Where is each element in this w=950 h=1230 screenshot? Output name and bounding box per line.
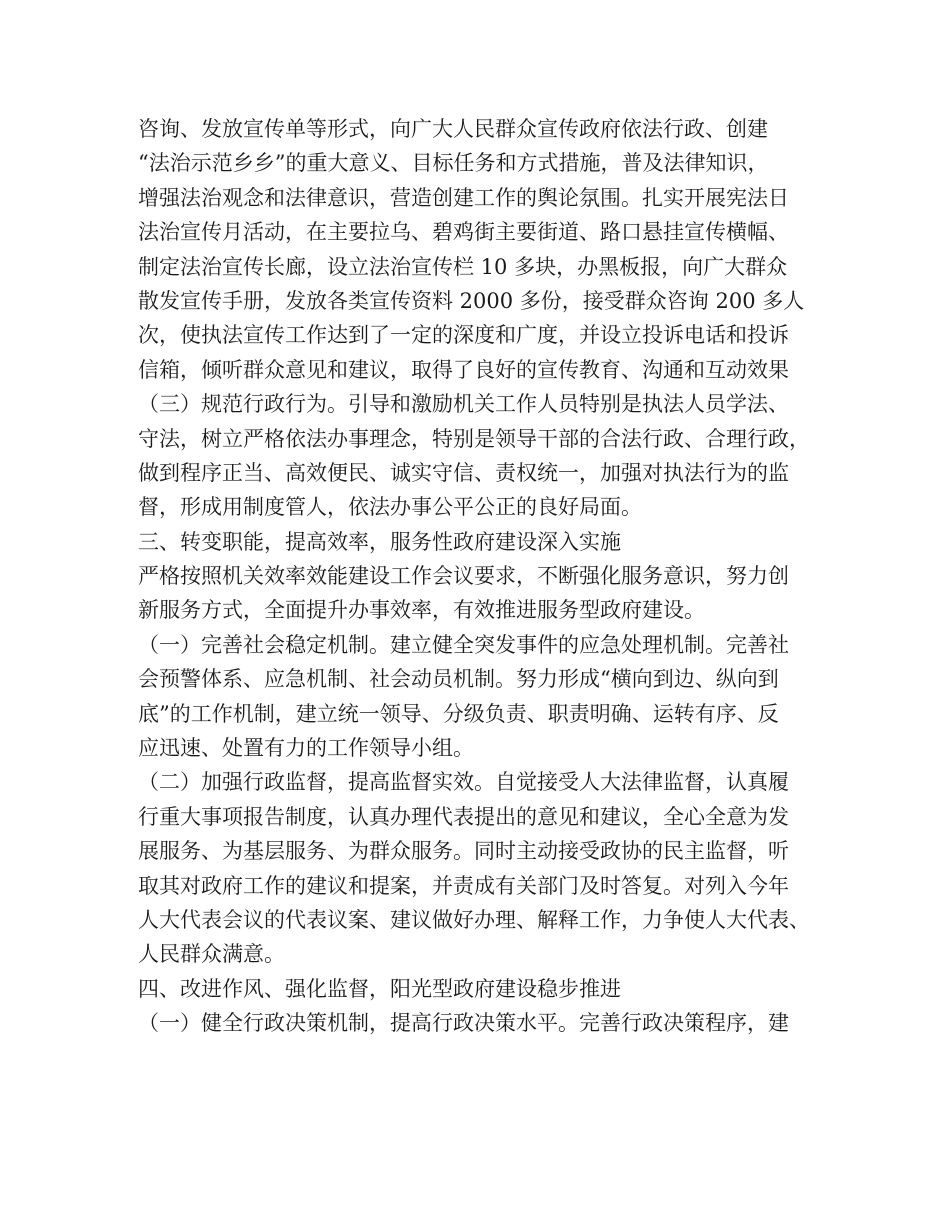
text-line: 次，使执法宣传工作达到了一定的深度和广度，并设立投诉电话和投诉 <box>138 323 789 348</box>
section-heading-1: （一）完善社会稳定机制。建立健全突发事件的应急处理机制。完善社 <box>138 632 789 657</box>
text-line: 人大代表会议的代表议案、建议做好办理、解释工作，力争使人大代表、 <box>138 907 810 932</box>
text-line: 督，形成用制度管人，依法办事公平公正的良好局面。 <box>138 495 642 520</box>
text-line: 取其对政府工作的建议和提案，并责成有关部门及时答复。对列入今年 <box>138 873 789 898</box>
text-line: 增强法治观念和法律意识，营造创建工作的舆论氛围。扎实开展宪法日 <box>138 185 789 210</box>
text-line: 人民群众满意。 <box>138 942 285 967</box>
text-line: 法治宣传月活动，在主要拉乌、碧鸡街主要街道、路口悬挂宣传横幅、 <box>138 220 789 245</box>
text-line: 展服务、为基层服务、为群众服务。同时主动接受政协的民主监督，听 <box>138 839 789 864</box>
chapter-heading: 四、改进作风、强化监督，阳光型政府建设稳步推进 <box>138 976 621 1001</box>
text-line: 行重大事项报告制度，认真办理代表提出的意见和建议，全心全意为发 <box>138 804 789 829</box>
section-heading-2: （二）加强行政监督，提高监督实效。自觉接受人大法律监督，认真履 <box>138 770 789 795</box>
body-text <box>138 112 828 1041</box>
text-line: 做到程序正当、高效便民、诚实守信、责权统一，加强对执法行为的监 <box>138 460 789 485</box>
text-line: 守法，树立严格依法办事理念，特别是领导干部的合法行政、合理行政， <box>138 426 810 451</box>
section-heading-1: （一）健全行政决策机制，提高行政决策水平。完善行政决策程序，建 <box>138 1011 789 1036</box>
chapter-heading: 三、转变职能，提高效率，服务性政府建设深入实施 <box>138 529 621 554</box>
text-line: 严格按照机关效率效能建设工作会议要求，不断强化服务意识，努力创 <box>138 564 789 589</box>
text-line: 新服务方式，全面提升办事效率，有效推进服务型政府建设。 <box>138 598 705 623</box>
section-heading-3: （三）规范行政行为。引导和激励机关工作人员特别是执法人员学法、 <box>138 392 789 417</box>
text-line: 咨询、发放宣传单等形式，向广大人民群众宣传政府依法行政、创建 <box>138 117 768 141</box>
text-line: 会预警体系、应急机制、社会动员机制。努力形成“横向到边、纵向到 <box>138 667 779 692</box>
text-line: 底”的工作机制，建立统一领导、分级负责、职责明确、运转有序、反 <box>138 701 779 726</box>
text-line: 信箱，倾听群众意见和建议，取得了良好的宣传教育、沟通和互动效果 <box>138 357 789 382</box>
text-line: 散发宣传手册，发放各类宣传资料 2000 多份，接受群众咨询 200 多人 <box>138 288 805 313</box>
text-line: 制定法治宣传长廊，设立法治宣传栏 10 多块，办黑板报，向广大群众 <box>138 254 788 279</box>
text-line: “法治示范乡乡”的重大意义、目标任务和方式措施，普及法律知识， <box>138 151 769 176</box>
text-line: 应迅速、处置有力的工作领导小组。 <box>138 736 474 761</box>
